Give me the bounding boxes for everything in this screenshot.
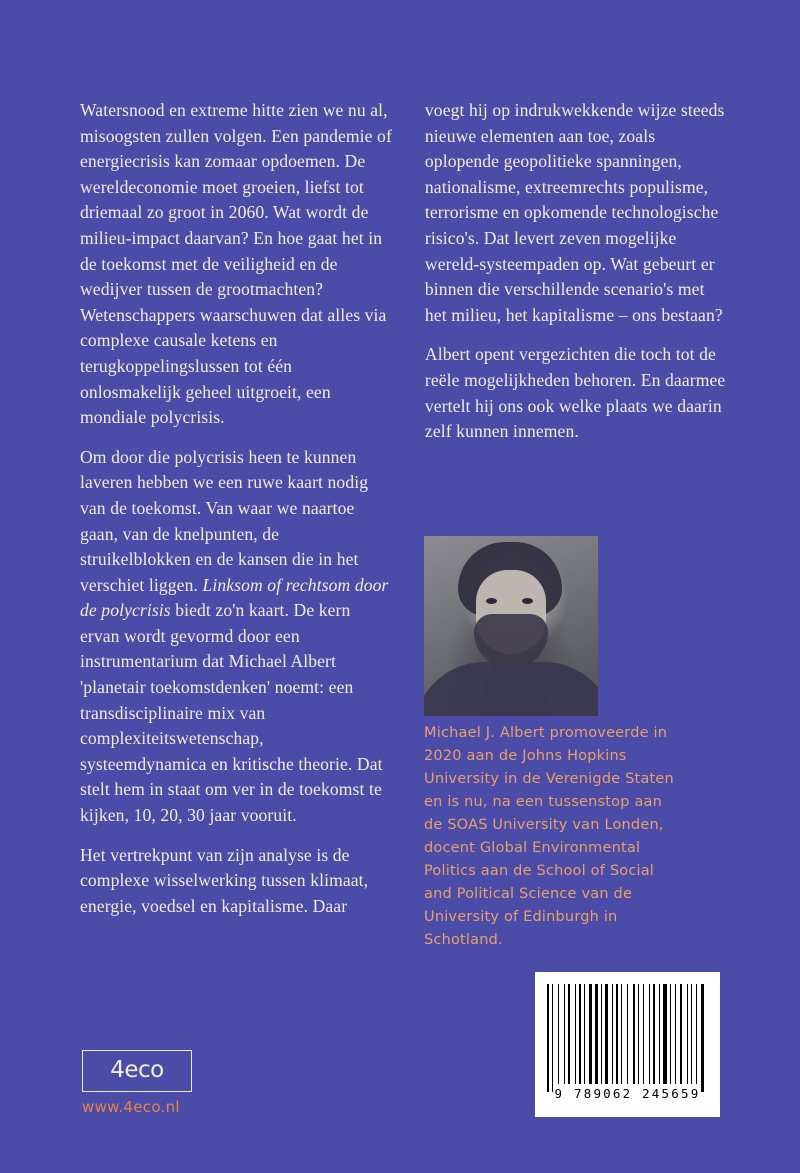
barcode-bars [547, 984, 708, 1084]
left-text-column [80, 98, 393, 933]
portrait-eye-left [486, 598, 497, 604]
author-biography: Michael J. Albert promoveerde in 2020 aan de Johns Hopkins University in de Verenigde Staten en is nu, na een tussenstop aan de SOAS University van Londen, docent Global Environmental Politics aan de School of Social and Political Science van de University of Edinburgh in Schotland. [424, 725, 674, 948]
paragraph-analysis-start: Het vertrekpunt van zijn analyse is de complexe wisselwerking tussen klimaat, energie, voedsel en kapitalisme. Daar [80, 844, 369, 916]
book-title-italic: Linksom of rechtsom door de polycrisis [80, 574, 389, 621]
portrait-shoulders [424, 662, 598, 716]
publisher-logo-text: 4eco [110, 1057, 164, 1083]
paragraph-scenarios: voegt hij op indrukwekkende wijze steeds nieuwe elementen aan toe, zoals oplopende geopolitieke spanningen, nationalisme, extreemrechts populisme, terrorisme en opkomende technologische risico's. Dat levert zeven mogelijke wereld-systeempaden op. Wat gebeurt er binnen die verschillende scenario's met het milieu, het kapitalisme – ons bestaan? [424, 100, 725, 325]
author-portrait-photo [424, 536, 598, 716]
portrait-eye-right [522, 598, 533, 604]
paragraph-polycrisis-map [80, 445, 393, 829]
paragraph-conclusion: Albert opent vergezichten die toch tot de reële mogelijkheden behoren. En daarmee vertelt hij ons ook welke plaats we daarin zelf kunnen innemen. [424, 344, 726, 442]
barcode [535, 972, 720, 1117]
paragraph-intro: Watersnood en extreme hitte zien we nu al, misoogsten zullen volgen. Een pandemie of energiecrisis kan zomaar opdoemen. De wereldeconomie moet groeien, liefst tot driemaal zo groot in 2060. Wat wordt de milieu-impact daarvan? En hoe gaat het in de toekomst met de veiligheid en de wedijver tussen de grootmachten? Wetenschappers waarschuwen dat alles via complexe causale ketens en terugkoppelingslussen tot één onlosmakelijk geheel uitgroeit, een mondiale polycrisis. [80, 100, 392, 428]
publisher-logo[interactable] [82, 1050, 192, 1092]
paragraph-polycrisis-map-text: Om door die polycrisis heen te kunnen laveren hebben we een ruwe kaart nodig van de toekomst. Van waar we naartoe gaan, van de knelpunten, de struikelblokken en de kansen die in het verschiet liggen. [80, 446, 369, 595]
barcode-isbn: 9 789062 245659 [554, 1086, 701, 1101]
paragraph-polycrisis-map-tail: biedt zo'n kaart. De kern ervan wordt gevormd door een instrumentarium dat Michael Albert 'planetair toekomstdenken' noemt: een transdisciplinaire mix van complexiteitswetenschap, systeemdynamica en kritische theorie. Dat stelt hem in staat om ver in de toekomst te kijken, 10, 20, 30 jaar vooruit. [80, 600, 383, 826]
publisher-website[interactable]: www.4eco.nl [82, 1098, 180, 1116]
